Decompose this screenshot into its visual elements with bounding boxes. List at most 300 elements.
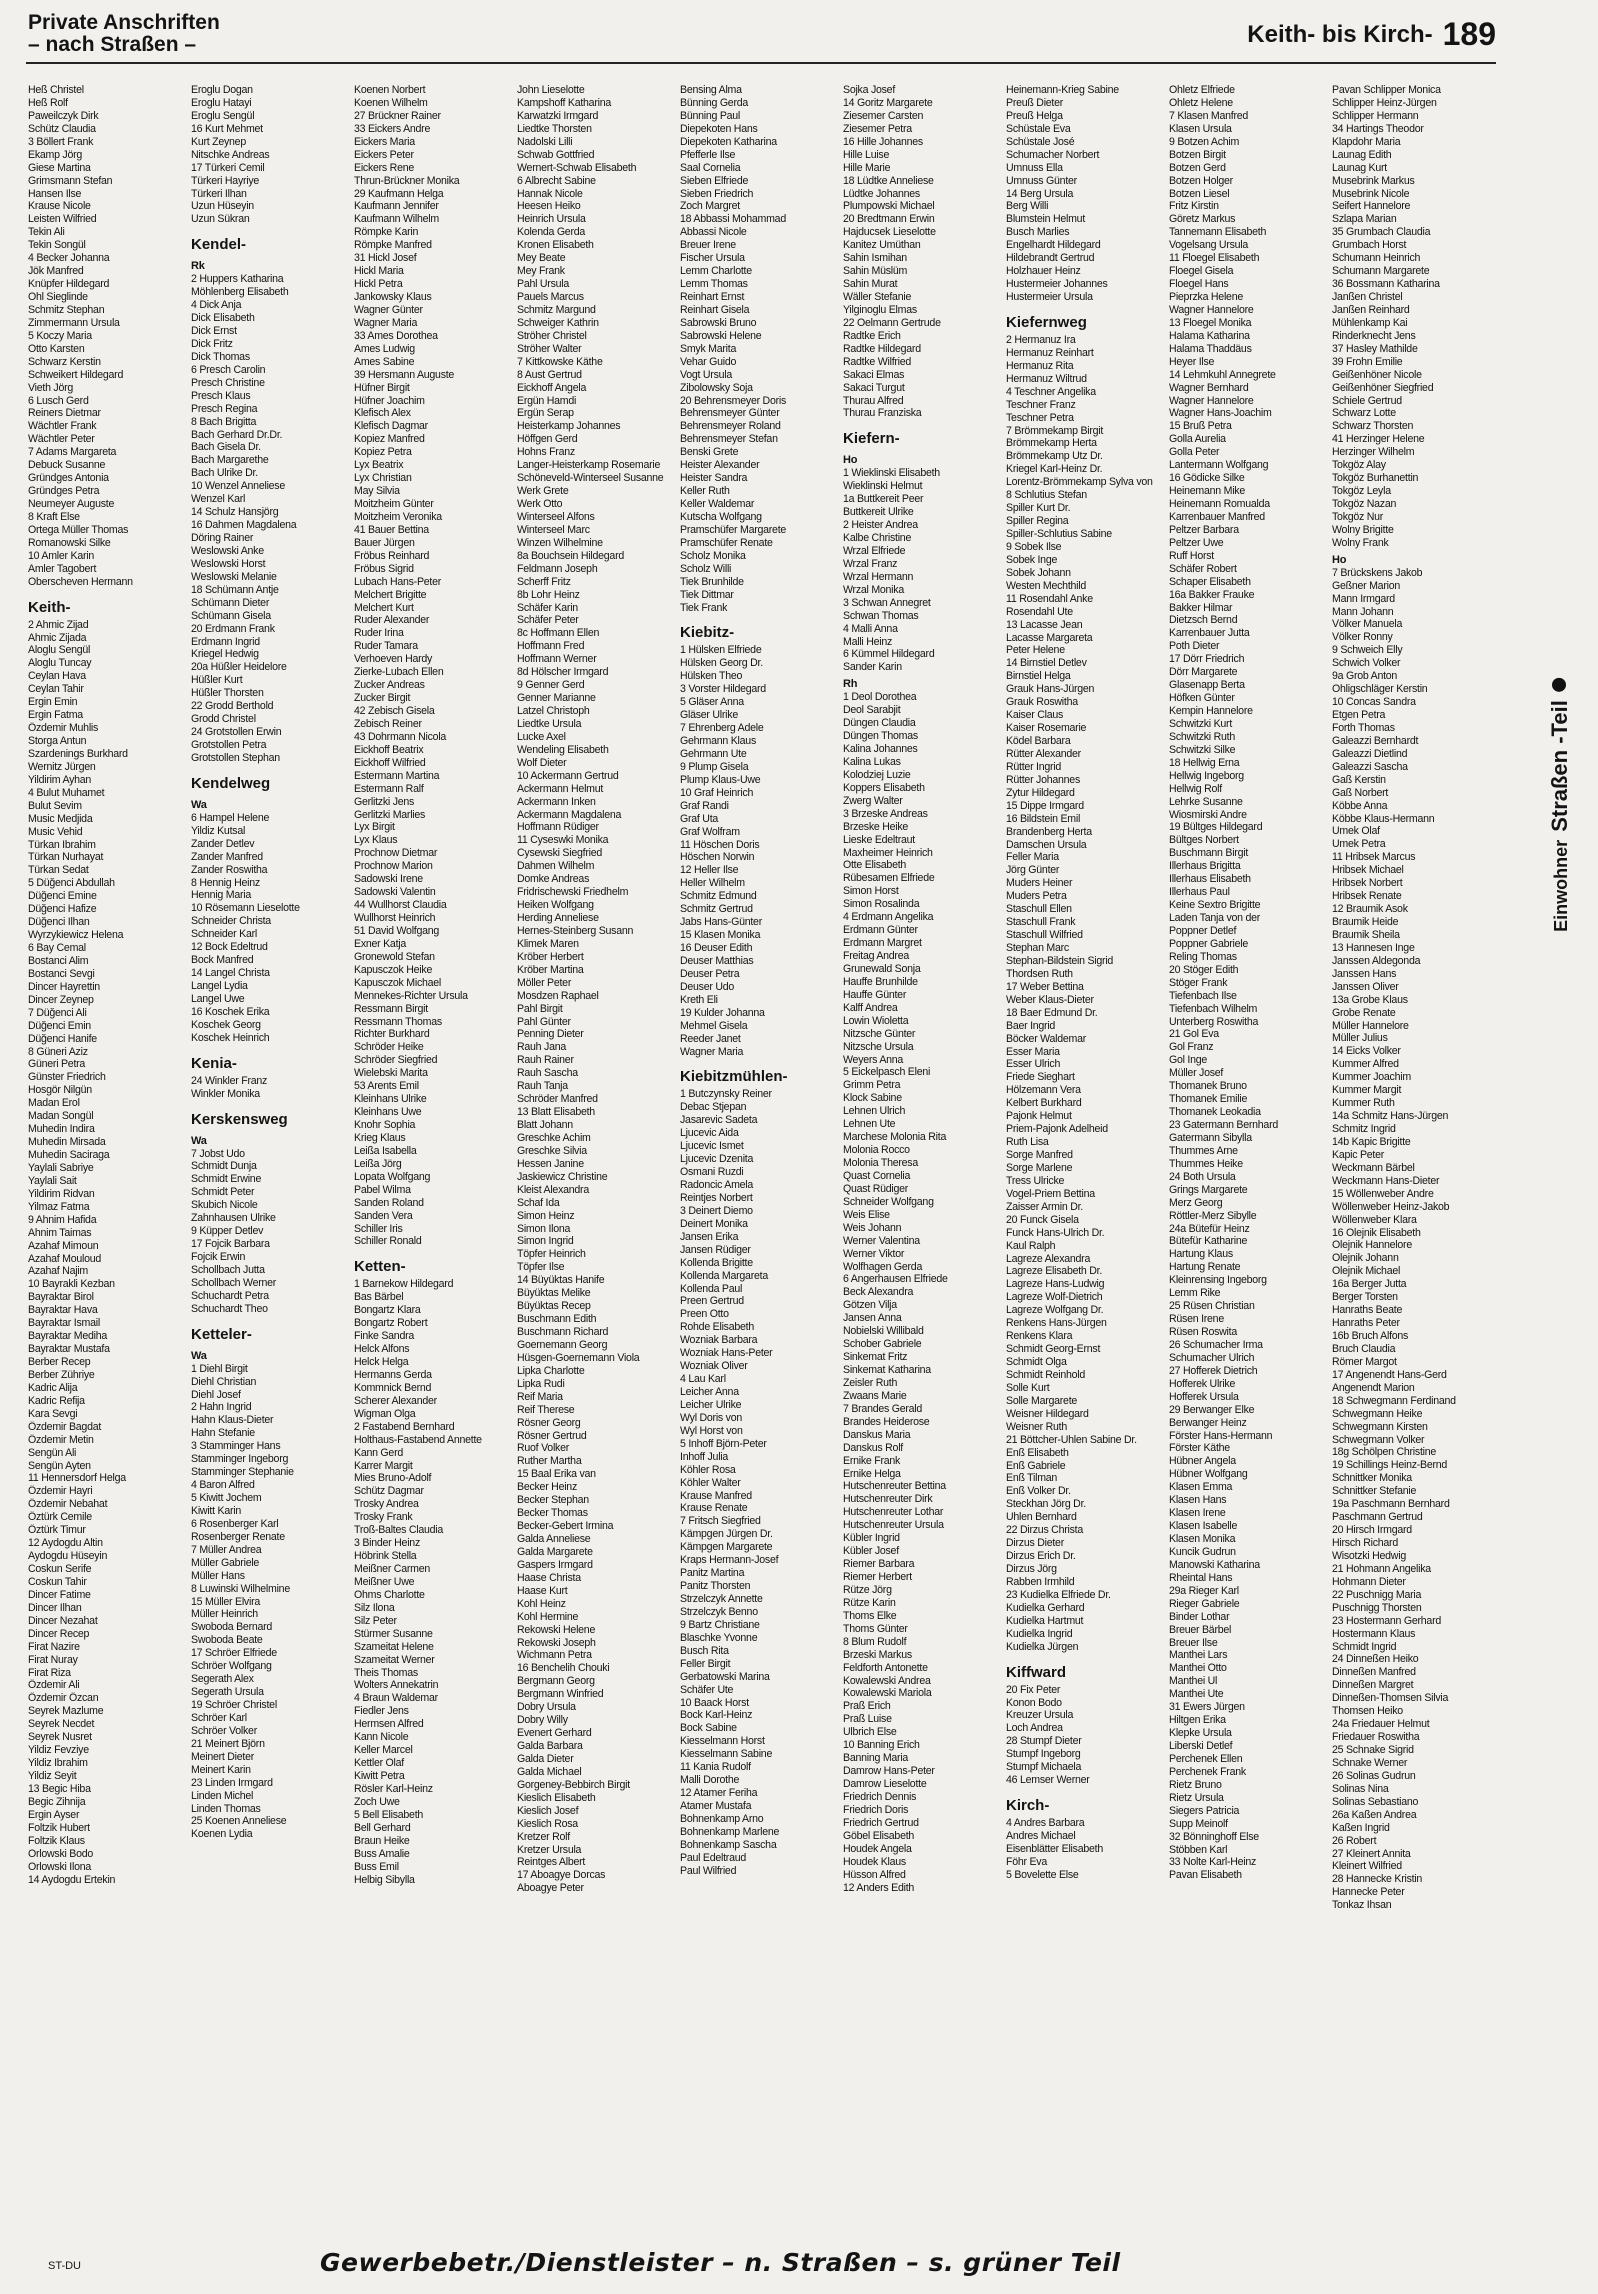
resident-entry: Erdmann Margret [843,937,922,950]
resident-entry: Thomsen Heiko [1332,1705,1403,1718]
resident-entry: Umnuss Ella [1006,161,1063,174]
street-heading: Ketteler- [191,1325,252,1343]
resident-entry: Firat Nuray [28,1653,78,1666]
resident-entry: Rauh Sascha [517,1067,578,1080]
page-footer [0,2248,1598,2288]
resident-entry: Leißa Isabella [354,1144,417,1157]
resident-entry: Müller Hannelore [1332,1019,1409,1032]
resident-entry: Karrenbauer Jutta [1169,627,1250,640]
resident-entry: Zahnhausen Ulrike [191,1212,276,1225]
resident-entry: Kretzer Ursula [517,1843,582,1856]
resident-entry: 27 Hofferek Dietrich [1169,1364,1258,1377]
resident-entry: Eroglu Hatayi [191,96,252,109]
resident-entry: Wrzal Elfriede [843,544,906,557]
resident-entry: 14 Büyüktas Hanife [517,1274,605,1287]
resident-entry: Lemm Charlotte [680,265,752,278]
resident-entry: Yildirim Ayhan [28,773,92,786]
resident-entry: Zierke-Lubach Ellen [354,666,444,679]
resident-entry: Pfefferle Ilse [680,148,736,161]
resident-entry: 19 Schröer Christel [191,1699,277,1711]
resident-entry: Dincer Hayrettin [28,980,100,993]
resident-entry: Schmidt Georg-Ernst [1006,1343,1101,1356]
resident-entry: Funck Hans-Ulrich Dr. [1006,1226,1105,1239]
resident-entry: 16 Benchelih Chouki [517,1662,610,1675]
resident-entry: Düngen Thomas [843,730,918,743]
resident-entry: Klasen Emma [1169,1481,1233,1494]
resident-entry: 4 Bulut Muhamet [28,786,105,799]
resident-entry: Römpke Karin [354,226,419,239]
resident-entry: 21 Meinert Björn [191,1737,265,1750]
resident-entry: Damschen Ursula [1006,838,1087,851]
resident-entry: Rauh Rainer [517,1054,574,1067]
resident-entry: Lipka Charlotte [517,1364,585,1377]
resident-entry: Eroglu Sengül [191,109,255,122]
resident-entry: Friedauer Roswitha [1332,1731,1420,1744]
resident-entry: Rosenberger Renate [191,1530,285,1543]
resident-entry: 22 Grodd Berthold [191,700,274,713]
resident-entry: Ziesemer Carsten [843,109,924,122]
resident-entry: Merz Georg [1169,1196,1223,1209]
resident-entry: Wagner Hans-Joachim [1169,407,1272,420]
resident-entry: 2 Heister Andrea [843,519,918,532]
resident-entry: Gaß Norbert [1332,786,1389,799]
resident-entry: Spiller Kurt Dr. [1006,502,1071,515]
resident-entry: Bach Margarethe [191,454,269,467]
resident-entry: Freitag Andrea [843,950,909,962]
resident-entry: Klasen Monika [1169,1533,1236,1545]
resident-entry: Szlapa Marian [1332,213,1397,226]
resident-entry: Otte Elisabeth [843,859,907,872]
resident-entry: Kröber Herbert [517,950,584,963]
resident-entry: Saal Cornelia [680,161,741,174]
resident-entry: 25 Koenen Anneliese [191,1815,287,1828]
resident-entry: Dick Ernst [191,325,237,337]
resident-entry: Poth Dieter [1169,640,1220,653]
resident-entry: Gerlitzki Marlies [354,808,426,821]
resident-entry: Dobry Willy [517,1714,568,1727]
resident-entry: Ruth Lisa [1006,1136,1049,1149]
resident-entry: Kreth Eli [680,993,718,1006]
resident-entry: Ames Sabine [354,355,415,368]
resident-entry: Houdek Klaus [843,1855,906,1868]
resident-entry: Dietzsch Bernd [1169,614,1238,627]
resident-entry: Enß Gabriele [1006,1459,1066,1472]
resident-entry: Schumann Margarete [1332,265,1430,278]
resident-entry: Kadric Refija [28,1394,85,1407]
resident-entry: Janßen Reinhard [1332,303,1410,316]
resident-entry: Galda Barbara [517,1740,583,1752]
resident-entry: Schüstale José [1006,135,1075,148]
resident-entry: Manthei Lars [1169,1649,1228,1662]
resident-entry: Yilginoglu Elmas [843,303,917,316]
resident-entry: 11 Cyseswki Monika [517,834,609,847]
resident-entry: 14b Kapic Brigitte [1332,1135,1411,1148]
resident-entry: Göretz Markus [1169,213,1236,226]
resident-entry: Leicher Ulrike [680,1398,742,1411]
directory-columns [28,84,1488,2244]
resident-entry: Zeisler Ruth [843,1376,898,1389]
resident-entry: 44 Wullhorst Claudia [354,899,447,912]
resident-entry: Weis Elise [843,1208,890,1221]
resident-entry: 16 Koschek Erika [191,1005,270,1018]
resident-entry: 4 Braun Waldemar [354,1692,438,1705]
resident-entry: Erdmann Günter [843,924,918,937]
resident-entry: Brömmekamp Utz Dr. [1006,450,1103,463]
resident-entry: Breuer Irene [680,239,736,252]
resident-entry: Hahn Klaus-Dieter [191,1414,274,1427]
resident-entry: 17 Dörr Friedrich [1169,653,1245,666]
resident-entry: Krause Manfred [680,1489,752,1502]
resident-entry: Kalina Johannes [843,743,918,755]
resident-entry: 23 Gatermann Bernhard [1169,1119,1278,1131]
district-code: Wa [191,1349,207,1362]
resident-entry: Kaufmann Jennifer [354,200,439,213]
resident-entry: 6 Presch Carolin [191,363,266,376]
resident-entry: Lowin Wioletta [843,1014,909,1027]
resident-entry: Rauh Jana [517,1041,566,1054]
resident-entry: 11 Hribsek Marcus [1332,851,1416,864]
resident-entry: Wolny Brigitte [1332,523,1394,536]
resident-entry: Schäfer Ute [680,1683,734,1696]
resident-entry: Gatermann Sibylla [1169,1131,1252,1144]
resident-entry: Riemer Herbert [843,1571,912,1583]
resident-entry: Kettler Olaf [354,1757,404,1770]
resident-entry: Manthei Otto [1169,1662,1227,1675]
resident-entry: 8 Schlutius Stefan [1006,489,1087,502]
resident-entry: Hohmann Dieter [1332,1575,1406,1588]
resident-entry: Sengün Ayten [28,1459,91,1472]
resident-entry: Haase Christa [517,1571,581,1584]
resident-entry: Paul Edeltraud [680,1851,746,1864]
resident-entry: Schäfer Peter [517,614,579,627]
resident-entry: Bock Manfred [191,954,254,967]
resident-entry: Atamer Mustafa [680,1800,752,1812]
resident-entry: 15 Dippe Irmgard [1006,799,1084,812]
resident-entry: Heß Christel [28,84,84,96]
header-range-label: Keith- bis Kirch- [1247,21,1433,48]
resident-entry: Szameitat Werner [354,1653,435,1666]
resident-entry: Kieslich Rosa [517,1817,578,1830]
resident-entry: Hüfner Joachim [354,394,425,407]
resident-entry: Pavan Schlipper Monica [1332,84,1441,96]
resident-entry: Hauffe Brunhilde [843,975,918,988]
resident-entry: Förster Käthe [1169,1442,1230,1455]
resident-entry: Gerbatowski Marina [680,1670,770,1683]
resident-entry: Schwegmann Volker [1332,1433,1425,1446]
resident-entry: Yilmaz Fatma [28,1200,90,1213]
resident-entry: Rieger Gabriele [1169,1597,1240,1610]
resident-entry: Kaßen Ingrid [1332,1821,1390,1834]
resident-entry: Buschmann Birgit [1169,847,1249,860]
resident-entry: Rinderknecht Jens [1332,329,1416,342]
resident-entry: Solinas Sebastiano [1332,1795,1419,1808]
resident-entry: 8 Bach Brigitta [191,415,257,428]
resident-entry: Buschmann Edith [517,1313,597,1326]
resident-entry: Wächtler Frank [28,420,97,433]
resident-entry: Kleinert Wilfried [1332,1860,1402,1873]
resident-entry: 7 Ehrenberg Adele [680,722,764,735]
resident-entry: Werner Viktor [843,1247,905,1260]
resident-entry: Galeazzi Bernhardt [1332,734,1419,747]
resident-entry: Heesen Heiko [517,200,581,213]
resident-entry: Floegel Hans [1169,278,1229,291]
resident-entry: Kutscha Wolfgang [680,510,762,523]
resident-entry: Reeder Janet [680,1032,741,1045]
resident-entry: Radtke Wilfried [843,355,912,368]
resident-entry: Romanowski Silke [28,536,111,549]
resident-entry: Sobek Johann [1006,566,1071,579]
resident-entry: Wendeling Elisabeth [517,743,609,756]
resident-entry: Özdemir Bagdat [28,1420,102,1433]
resident-entry: Presch Klaus [191,389,251,402]
resident-entry: 7 Fritsch Siegfried [680,1515,761,1528]
resident-entry: Domke Andreas [517,873,590,886]
resident-entry: Özdemir Nebahat [28,1498,108,1511]
resident-entry: Lemm Rike [1169,1287,1221,1300]
resident-entry: Bohnenkamp Sascha [680,1838,777,1851]
resident-entry: Jaskiewicz Christine [517,1170,608,1183]
resident-entry: Moitzheim Günter [354,498,434,510]
resident-entry: Pauels Marcus [517,291,584,303]
resident-entry: Tokgöz Nazan [1332,498,1397,510]
resident-entry: Esser Ulrich [1006,1058,1061,1071]
resident-entry: Böcker Waldemar [1006,1032,1087,1045]
resident-entry: Erdmann Ingrid [191,635,260,648]
resident-entry: Mey Beate [517,252,566,265]
resident-entry: 7 Düğenci Ali [28,1006,87,1019]
resident-entry: Launag Kurt [1332,161,1387,174]
resident-entry: Sahin Murat [843,278,898,291]
resident-entry: Hermanuz Reinhart [1006,346,1094,359]
resident-entry: Grobe Renate [1332,1006,1396,1019]
resident-entry: Höffgen Gerd [517,433,578,446]
resident-entry: Özdemir Hayri [28,1485,93,1498]
resident-entry: Koschek Georg [191,1018,261,1031]
resident-entry: Kopiez Manfred [354,433,425,446]
resident-entry: Hustermeier Johannes [1006,278,1108,291]
resident-entry: Götzen Vilja [843,1299,897,1312]
resident-entry: Reinhart Gisela [680,303,750,316]
resident-entry: 4 Teschner Angelika [1006,385,1096,398]
resident-entry: Lemm Thomas [680,278,748,291]
resident-entry: Güneri Petra [28,1058,86,1071]
resident-entry: 5 Eickelpasch Eleni [843,1066,931,1079]
resident-entry: Keller Ruth [680,485,730,498]
resident-entry: Schmidt Olga [1006,1356,1067,1368]
resident-entry: Foltzik Klaus [28,1834,85,1847]
resident-entry: Wernitz Jürgen [28,760,96,773]
resident-entry: Botzen Gerd [1169,161,1226,174]
resident-entry: Brzeske Heike [843,820,909,833]
resident-entry: Angenendt Marion [1332,1381,1415,1394]
resident-entry: Hahn Stefanie [191,1427,255,1440]
resident-entry: Kann Gerd [354,1446,403,1459]
resident-entry: Thoms Günter [843,1622,908,1635]
directory-column [680,84,840,2244]
resident-entry: Dick Fritz [191,337,233,350]
resident-entry: Pramschüfer Margarete [680,523,787,536]
resident-entry: Hermanuz Rita [1006,359,1074,372]
resident-entry: Simon Ilona [517,1222,571,1235]
resident-entry: Smyk Marita [680,342,737,355]
resident-entry: Bensing Alma [680,84,742,96]
directory-column [1006,84,1166,2244]
resident-entry: 26 Schumacher Irma [1169,1338,1263,1351]
resident-entry: Stephan Marc [1006,942,1069,954]
resident-entry: Greschke Achim [517,1131,591,1144]
resident-entry: 20 Funck Gisela [1006,1213,1079,1226]
resident-entry: Stürmer Susanne [354,1627,433,1640]
resident-entry: Winterseel Alfons [517,510,595,523]
resident-entry: Bach Gisela Dr. [191,441,261,454]
resident-entry: 18g Schölpen Christine [1332,1446,1437,1459]
resident-entry: Brzeski Markus [843,1648,912,1661]
street-heading: Kendel- [191,236,247,254]
resident-entry: Greschke Silvia [517,1144,587,1157]
resident-entry: Golla Peter [1169,446,1220,459]
resident-entry: Swoboda Bernard [191,1621,273,1634]
resident-entry: 20 Bredtmann Erwin [843,213,935,226]
resident-entry: Dincer Zeynep [28,993,94,1006]
resident-entry: Thomanek Bruno [1169,1080,1247,1093]
resident-entry: Begic Zihnija [28,1795,86,1808]
resident-entry: Braumik Heide [1332,916,1399,928]
resident-entry: Müller Julius [1332,1032,1388,1045]
resident-entry: Foltzik Hubert [28,1821,90,1834]
resident-entry: Ergün Serap [517,407,574,420]
resident-entry: 3 Binder Heinz [354,1537,420,1550]
resident-entry: 3 Böllert Frank [28,135,94,148]
resident-entry: Diepekoten Hans [680,122,758,135]
resident-entry: Malli Dorothe [680,1774,740,1787]
resident-entry: Kleist Alexandra [517,1183,589,1196]
resident-entry: Werk Grete [517,485,569,498]
resident-entry: Lagreze Wolfgang Dr. [1006,1304,1104,1317]
resident-entry: Richter Burkhard [354,1028,430,1041]
resident-entry: Hölzemann Vera [1006,1084,1081,1097]
district-code: Rk [191,260,205,273]
resident-entry: Rütze Karin [843,1596,896,1609]
resident-entry: Gol Inge [1169,1054,1208,1067]
resident-entry: 22 Puschnigg Maria [1332,1588,1422,1601]
resident-entry: Aloglu Tuncay [28,657,92,670]
resident-entry: Deinert Monika [680,1217,748,1230]
resident-entry: Esser Maria [1006,1045,1060,1058]
resident-entry: Kummer Ruth [1332,1097,1395,1110]
resident-entry: Dobry Ursula [517,1701,576,1714]
resident-entry: Langel Lydia [191,980,248,992]
resident-entry: Brandes Heiderose [843,1415,930,1428]
resident-entry: Moitzheim Veronika [354,510,442,523]
resident-entry: Reiners Dietmar [28,407,101,420]
resident-entry: Deuser Udo [680,980,735,993]
resident-entry: Krause Nicole [28,200,91,213]
resident-entry: 13 Begic Hiba [28,1782,91,1795]
resident-entry: 12 Aydogdu Altin [28,1537,103,1550]
resident-entry: Presch Regina [191,402,258,415]
resident-entry: 19 Bültges Hildegard [1169,821,1263,834]
resident-entry: Grumbach Horst [1332,239,1407,252]
resident-entry: Heister Alexander [680,459,760,472]
resident-entry: 23 Linden Irmgard [191,1776,273,1789]
resident-entry: 33 Ames Dorothea [354,329,438,342]
resident-entry: Enß Tilman [1006,1472,1058,1485]
resident-entry: Schöneveld-Winterseel Susanne [517,472,664,485]
resident-entry: Wächtler Peter [28,433,95,446]
resident-entry: Molonia Theresa [843,1157,918,1169]
resident-entry: 9 Ahnim Hafida [28,1213,97,1226]
resident-entry: Supp Meinolf [1169,1817,1228,1830]
resident-entry: Hiltgen Erika [1169,1714,1226,1727]
resident-entry: Liedtke Thorsten [517,122,592,135]
resident-entry: Jasarevic Sadeta [680,1114,758,1127]
resident-entry: 29 Kaufmann Helga [354,187,444,200]
resident-entry: Schmidt Dunja [191,1160,257,1173]
resident-entry: Wrzal Monika [843,583,904,596]
resident-entry: Ernike Helga [843,1467,901,1480]
resident-entry: Hüsson Alfred [843,1868,906,1881]
resident-entry: Sadowski Valentin [354,886,436,899]
resident-entry: Botzen Birgit [1169,148,1226,161]
resident-entry: Binder Lothar [1169,1610,1230,1623]
resident-entry: Langer-Heisterkamp Rosemarie [517,459,661,472]
resident-entry: Lipka Rudi [517,1377,565,1390]
resident-entry: 7 Klasen Manfred [1169,109,1249,122]
resident-entry: Schmidt Reinhold [1006,1368,1086,1381]
resident-entry: 1 Hülsken Elfriede [680,644,762,657]
resident-entry: Dincer Nezahat [28,1614,98,1627]
resident-entry: Music Vehid [28,825,83,838]
resident-entry: Otto Karsten [28,342,85,355]
resident-entry: Forth Thomas [1332,721,1395,734]
resident-entry: Debuck Susanne [28,459,106,472]
resident-entry: Karwatzki Irmgard [517,109,599,122]
resident-entry: Schneider Wolfgang [843,1195,934,1208]
resident-entry: 8c Hoffmann Ellen [517,627,600,640]
header-range [1247,16,1496,53]
resident-entry: Deuser Petra [680,967,740,980]
resident-entry: Hofferek Ulrike [1169,1377,1236,1390]
resident-entry: Muders Heiner [1006,877,1073,890]
resident-entry: Galeazzi Sascha [1332,760,1408,773]
resident-entry: Sadowski Irene [354,873,423,886]
resident-entry: Coskun Serife [28,1563,92,1575]
resident-entry: Hoffmann Werner [517,653,597,666]
resident-entry: 15 Bruß Petra [1169,420,1232,433]
resident-entry: Klasen Hans [1169,1494,1227,1507]
resident-entry: 10 Amler Karin [28,549,94,562]
resident-entry: Ruff Horst [1169,549,1214,562]
resident-entry: Schmidt Erwine [191,1173,262,1186]
resident-entry: Wullhorst Heinrich [354,912,436,924]
resident-entry: Rütze Jörg [843,1583,892,1596]
resident-entry: Thoms Elke [843,1609,897,1622]
resident-entry: Hille Marie [843,161,891,174]
resident-entry: 9 Botzen Achim [1169,135,1240,148]
resident-entry: 10 Bayrakli Kezban [28,1278,115,1291]
resident-entry: Peltzer Uwe [1169,536,1224,549]
resident-entry: Hellwig Rolf [1169,782,1222,795]
resident-entry: Schiller Ronald [354,1235,422,1248]
resident-entry: 11 Floegel Elisabeth [1169,252,1260,265]
resident-entry: Engelhardt Hildegard [1006,239,1101,252]
resident-entry: Kiwitt Petra [354,1770,405,1782]
resident-entry: Türkeri Hayriye [191,174,260,187]
resident-entry: Janßen Christel [1332,291,1403,303]
resident-entry: Bongartz Robert [354,1317,428,1330]
resident-entry: 18 Hellwig Erna [1169,756,1240,769]
resident-entry: Weslowski Horst [191,557,266,570]
